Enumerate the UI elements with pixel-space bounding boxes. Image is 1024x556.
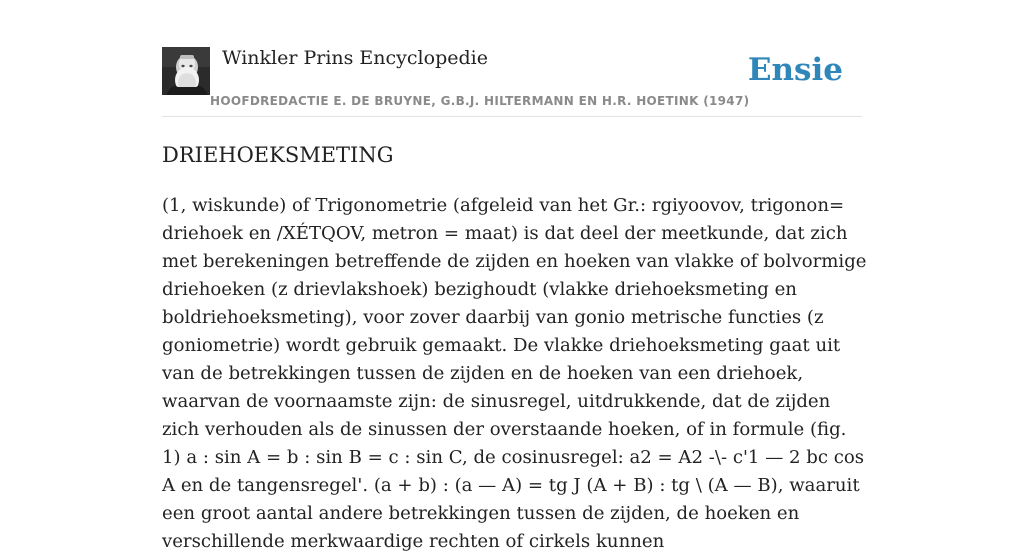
content-column [162, 0, 867, 552]
editors-line: HOOFDREDACTIE E. DE BRUYNE, G.B.J. HILTERMANN EN H.R. HOETINK (1947) [210, 94, 750, 108]
site-header [162, 0, 862, 117]
portrait-image-icon [162, 47, 210, 95]
article-heading: DRIEHOEKSMETING [162, 143, 394, 167]
editor-portrait-avatar [162, 47, 210, 95]
brand-logo-link[interactable]: Ensie [747, 52, 843, 88]
encyclopedia-title[interactable]: Winkler Prins Encyclopedie [222, 47, 488, 69]
article-body: (1, wiskunde) of Trigonometrie (afgeleid van het Gr.: rgiyoovov, trigonon= driehoek en /XÉTQOV, metron = maat) is dat deel der meetkunde, dat zich met berekeningen betreffende de zijden en hoeken van vlakke of bolvormige driehoeken (z drievlakshoek) bezighoudt (vlakke driehoeksmeting en boldriehoeksmeting), voor zover daarbij van gonio metrische functies (z goniometrie) wordt gebruik gemaakt. De vlakke driehoeksmeting gaat uit van de betrekkingen tussen de zijden en de hoeken van een driehoek, waarvan de voornaamste zijn: de sinusregel, uitdrukkende, dat de zijden zich verhouden als de sinussen der overstaande hoeken, of in formule (fig. 1) a : sin A = b : sin B = c : sin C, de cosinusregel: a2 = A2 -\- c'1 — 2 bc cos A en de tangensregel'. (a + b) : (a — A) = tg J (A + B) : tg \ (A — B), waaruit een groot aantal andere betrekkingen tussen de zijden, de hoeken en verschillende merkwaardige rechten of cirkels kunnen [162, 195, 867, 552]
